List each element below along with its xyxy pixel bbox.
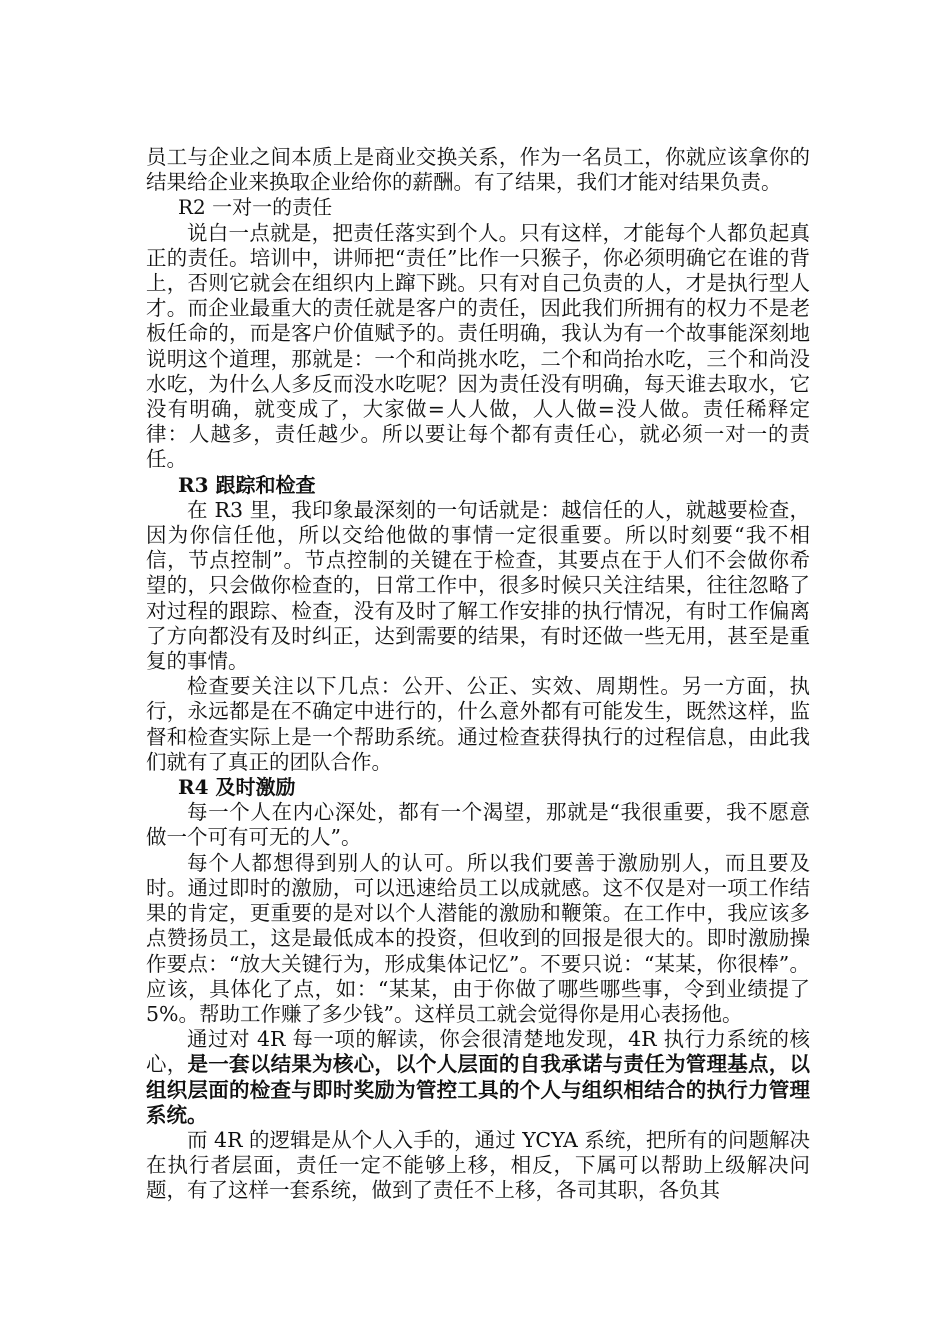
paragraph-r3-2: 检查要关注以下几点：公开、公正、实效、周期性。另一方面，执行，永远都是在不确定中进行的，什么意外都有可能发生，既然这样，监督和检查实际上是一个帮助系统。通过检查获得执行的过程信息，由此我们就有了真正的团队合作。 xyxy=(146,674,810,774)
section-heading-r3: R3 跟踪和检查 xyxy=(178,472,316,497)
section-heading-r4: R4 及时激励 xyxy=(178,775,296,800)
summary-text: 通过对 4R 每一项的解读，你会很清楚地发现，4R 执行力系统的核心， xyxy=(146,1027,810,1077)
paragraph-r4-1: 每一个人在内心深处，都有一个渴望，那就是“我很重要，我不愿意做一个可有可无的人”。 xyxy=(146,800,810,850)
paragraph-logic: 而 4R 的逻辑是从个人入手的，通过 YCYA 系统，把所有的问题解决在执行者层面，责任一定不能够上移，相反，下属可以帮助上级解决问题，有了这样一套系统，做到了责任不上移，各司其职，各负其 xyxy=(146,1127,810,1203)
paragraph-summary xyxy=(146,1027,810,1128)
document-page xyxy=(146,145,810,1204)
paragraph-intro: 员工与企业之间本质上是商业交换关系，作为一名员工，你就应该拿你的结果给企业来换取企业给你的薪酬。有了结果，我们才能对结果负责。 xyxy=(146,145,810,195)
paragraph-r3-1: 在 R3 里，我印象最深刻的一句话就是：越信任的人，就越要检查，因为你信任他，所以交给他做的事情一定很重要。所以时刻要“我不相信，节点控制”。节点控制的关键在于检查，其要点在于人们不会做你希望的，只会做你检查的，日常工作中，很多时候只关注结果，往往忽略了对过程的跟踪、检查，没有及时了解工作安排的执行情况，有时工作偏离了方向都没有及时纠正，达到需要的结果，有时还做一些无用，甚至是重复的事情。 xyxy=(146,497,810,674)
paragraph-r4-2: 每个人都想得到别人的认可。所以我们要善于激励别人，而且要及时。通过即时的激励，可以迅速给员工以成就感。这不仅是对一项工作结果的肯定，更重要的是对以个人潜能的激励和鞭策。在工作中，我应该多点赞扬员工，这是最低成本的投资，但收到的回报是很大的。即时激励操作要点：“放大关键行为，形成集体记忆”。不要只说：“某某，你很棒”。应该，具体化了点，如：“某某，由于你做了哪些哪些事，令到业绩提了 5%。帮助工作赚了多少钱”。这样员工就会觉得你是用心表扬他。 xyxy=(146,850,810,1026)
section-heading-r2: R2 一对一的责任 xyxy=(178,195,333,220)
paragraph-r2: 说白一点就是，把责任落实到个人。只有这样，才能每个人都负起真正的责任。培训中，讲师把“责任”比作一只猴子，你必须明确它在谁的背上，否则它就会在组织内上蹿下跳。只有对自己负责的人，才是执行型人才。而企业最重大的责任就是客户的责任，因此我们所拥有的权力不是老板任命的，而是客户价值赋予的。责任明确，我认为有一个故事能深刻地说明这个道理，那就是：一个和尚挑水吃，二个和尚抬水吃，三个和尚没水吃，为什么人多反而没水吃呢？因为责任没有明确，每天谁去取水，它没有明确，就变成了，大家做=人人做，人人做=没人做。责任稀释定律：人越多，责任越少。所以要让每个都有责任心，就必须一对一的责任。 xyxy=(146,220,810,472)
summary-bold-text: 是一套以结果为核心，以个人层面的自我承诺与责任为管理基点，以组织层面的检查与即时奖励为管控工具的个人与组织相结合的执行力管理系统。 xyxy=(146,1052,811,1127)
